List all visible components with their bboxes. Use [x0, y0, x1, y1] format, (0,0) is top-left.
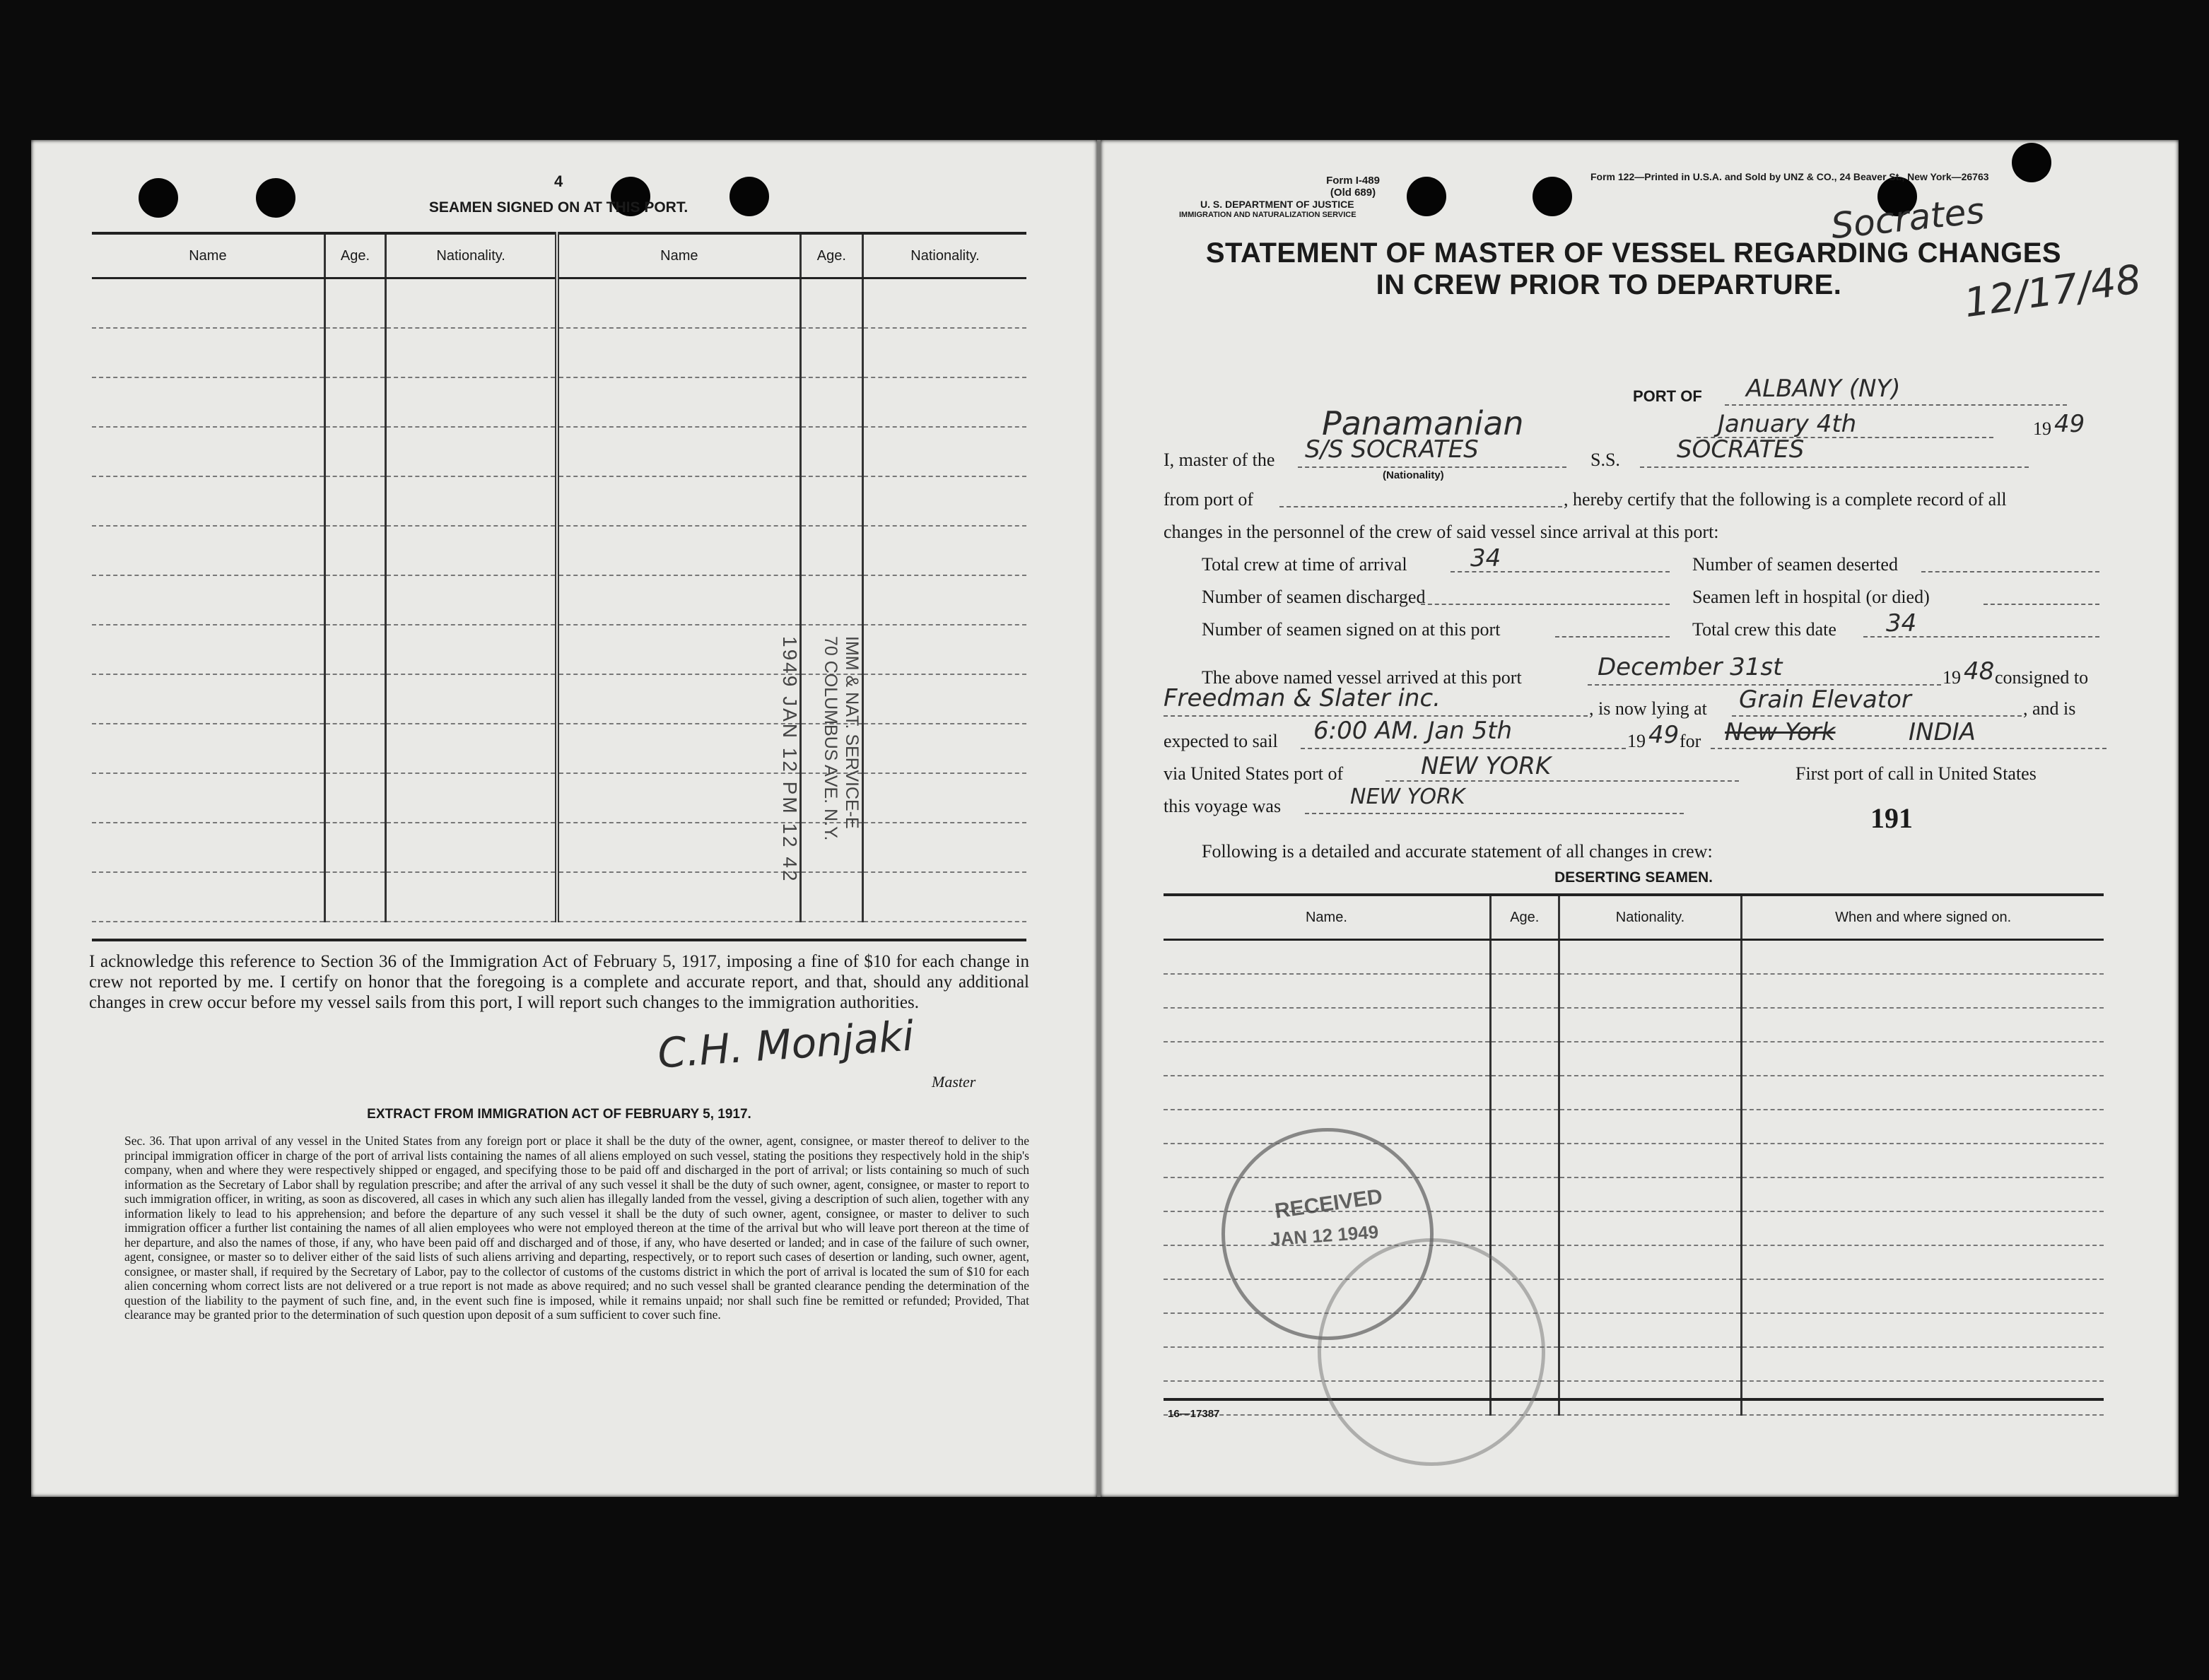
following-text: Following is a detailed and accurate statement of all changes in crew: [1202, 841, 1713, 862]
year-prefix: 19 [2033, 418, 2051, 439]
nationality-underline [1298, 466, 1566, 468]
column-header: Name [557, 233, 800, 278]
deserted-label: Number of seamen deserted [1692, 554, 1898, 575]
table-row [92, 476, 1026, 526]
total-today-label: Total crew this date [1692, 619, 1836, 640]
extract-title: EXTRACT FROM IMMIGRATION ACT OF FEBRUARY 5, 1917. [367, 1107, 751, 1122]
table-cell [1559, 1042, 1742, 1076]
table-cell [386, 526, 557, 575]
master-of-label: I, master of the [1164, 450, 1275, 470]
table-cell [1742, 1211, 2104, 1245]
date-value: January 4th [1718, 410, 1857, 438]
table-cell [324, 278, 385, 329]
table-cell [92, 674, 324, 724]
table-row [92, 278, 1026, 329]
table-row [1164, 1076, 2104, 1110]
expected-underline [1301, 748, 1626, 749]
table-cell [557, 476, 800, 526]
table-cell [1559, 1144, 1742, 1177]
bottom-form-code: 16—17387 [1168, 1408, 1220, 1420]
and-is-label: , and is [2023, 698, 2076, 719]
table-cell [1164, 1076, 1490, 1110]
table-cell [1490, 940, 1559, 975]
table-cell [1490, 1177, 1559, 1211]
master-signature: C.H. Monjaki [656, 1011, 916, 1078]
table-row [92, 674, 1026, 724]
table-cell [1490, 1211, 1559, 1245]
for-underline [1711, 748, 2107, 749]
table-cell [557, 625, 800, 674]
table-cell [1164, 940, 1490, 975]
table-cell [324, 773, 385, 823]
table-cell [386, 427, 557, 476]
table-cell [557, 278, 800, 329]
punch-hole [256, 178, 295, 218]
table-row [92, 575, 1026, 625]
table-cell [1742, 1313, 2104, 1347]
column-header: Name [92, 233, 324, 278]
hospital-label: Seamen left in hospital (or died) [1692, 587, 1930, 607]
table-cell [1164, 1042, 1490, 1076]
handwritten-vessel-name: Socrates [1829, 189, 1986, 247]
year-value: 49 [2054, 410, 2085, 438]
port-underline [1725, 404, 2067, 406]
table-row [92, 823, 1026, 872]
arrived-year-value: 48 [1964, 657, 1995, 686]
department-name: U. S. DEPARTMENT OF JUSTICE [1200, 199, 1354, 210]
expected-label: expected to sail [1164, 731, 1278, 751]
table-cell [557, 872, 800, 922]
table-cell [1490, 1144, 1559, 1177]
table-bottom-rule [1164, 1398, 2104, 1401]
expected-value: 6:00 AM. Jan 5th [1313, 717, 1513, 745]
table-row [92, 625, 1026, 674]
table-cell [324, 575, 385, 625]
imm-service-time-stamp [779, 636, 862, 891]
service-name: IMMIGRATION AND NATURALIZATION SERVICE [1179, 211, 1357, 219]
table-cell [92, 724, 324, 773]
table-cell [324, 724, 385, 773]
table-cell [862, 823, 1026, 872]
left-section-title: SEAMEN SIGNED ON AT THIS PORT. [428, 199, 689, 216]
table-cell [1742, 1279, 2104, 1313]
table-cell [1490, 1042, 1559, 1076]
table-cell [557, 427, 800, 476]
table-cell [386, 872, 557, 922]
table-row [1164, 1042, 2104, 1076]
table-cell [386, 674, 557, 724]
punch-hole [730, 177, 769, 216]
table-cell [557, 526, 800, 575]
stamped-number: 191 [1870, 802, 1913, 834]
table-cell [92, 872, 324, 922]
stamp-line: IMM & NAT. SERVICE-E [842, 636, 862, 829]
table-cell [324, 427, 385, 476]
table-cell [1559, 1110, 1742, 1144]
ss-underline [1640, 466, 2029, 468]
table-cell [386, 328, 557, 377]
table-cell [324, 823, 385, 872]
table-cell [862, 476, 1026, 526]
column-header: Name. [1164, 895, 1490, 940]
received-stamp-date: JAN 12 1949 [1270, 1221, 1380, 1250]
column-header: Nationality. [386, 233, 557, 278]
table-cell [324, 872, 385, 922]
table-cell [1742, 1008, 2104, 1042]
table-cell [557, 328, 800, 377]
sail-year-value: 49 [1648, 721, 1680, 749]
column-header: Nationality. [1559, 895, 1742, 940]
lying-value: Grain Elevator [1739, 686, 1911, 714]
table-cell [862, 427, 1026, 476]
table-cell [92, 823, 324, 872]
table-cell [1742, 1042, 2104, 1076]
table-row [1164, 940, 2104, 975]
table-cell [557, 674, 800, 724]
lying-underline [1732, 715, 2022, 717]
master-label: Master [932, 1073, 976, 1091]
voyage-label: this voyage was [1164, 796, 1282, 816]
table-cell [324, 328, 385, 377]
column-header: Age. [800, 233, 862, 278]
deserting-title: DESERTING SEAMEN. [1554, 869, 1713, 886]
table-cell [92, 427, 324, 476]
column-header: Nationality. [862, 233, 1026, 278]
table-row [92, 377, 1026, 427]
table-cell [324, 674, 385, 724]
from-port-underline [1279, 506, 1562, 507]
total-crew-value: 34 [1470, 544, 1501, 572]
form-header [1261, 175, 1445, 199]
table-cell [1742, 1076, 2104, 1110]
arrived-value: December 31st [1598, 653, 1783, 681]
table-cell [800, 377, 862, 427]
table-row [92, 872, 1026, 922]
table-cell [1559, 1211, 1742, 1245]
port-label: PORT OF [1633, 387, 1702, 405]
table-cell [386, 823, 557, 872]
table-cell [1559, 1347, 1742, 1381]
stamp-line: 1949 JAN 12 PM 12 42 [779, 636, 801, 883]
table-cell [324, 476, 385, 526]
form-title-line: STATEMENT OF MASTER OF VESSEL REGARDING CHANGES [1205, 237, 2062, 269]
for-value: INDIA [1909, 718, 1976, 746]
table-row [92, 328, 1026, 377]
table-row [92, 773, 1026, 823]
printer-line: Form 122—Printed in U.S.A. and Sold by UNZ & CO., 24 Beaver St., New York—26763 [1590, 171, 1989, 182]
table-cell [92, 575, 324, 625]
table-cell [1490, 1008, 1559, 1042]
table-cell [862, 328, 1026, 377]
column-header: Age. [1490, 895, 1559, 940]
table-cell [800, 575, 862, 625]
ss-value: SOCRATES [1677, 435, 1805, 464]
certify-text: , hereby certify that the following is a complete record of all [1564, 489, 2007, 510]
for-struck-value: New York [1725, 718, 1836, 746]
total-today-value: 34 [1886, 609, 1917, 638]
table-cell [862, 278, 1026, 329]
table-cell [1559, 1177, 1742, 1211]
table-cell [1742, 1347, 2104, 1381]
table-cell [557, 377, 800, 427]
table-row [1164, 974, 2104, 1008]
table-cell [92, 377, 324, 427]
via-underline [1385, 780, 1739, 782]
table-cell [862, 526, 1026, 575]
table-cell [1742, 1177, 2104, 1211]
table-cell [324, 526, 385, 575]
acknowledgement-paragraph: I acknowledge this reference to Section 36 of the Immigration Act of February 5, 1917, imposing a fine of $10 for each change in crew not reported by me. I certify on honor that the foregoing is a complete and accurate report, and that, should any additional changes in crew occur before my vessel sails from this port, I will report such changes to the immigration authorities. [89, 952, 1029, 1012]
table-cell [800, 278, 862, 329]
signed-on-underline [1555, 636, 1670, 638]
punch-hole [2012, 143, 2051, 182]
table-cell [386, 724, 557, 773]
nationality-value: Panamanian [1322, 404, 1524, 442]
handwritten-date: 12/17/48 [1961, 256, 2144, 327]
table-cell [386, 625, 557, 674]
table-header-row [92, 233, 1026, 278]
table-cell [1559, 940, 1742, 975]
table-cell [386, 278, 557, 329]
table-cell [557, 575, 800, 625]
punch-hole [139, 178, 178, 218]
table-cell [862, 625, 1026, 674]
table-cell [1164, 974, 1490, 1008]
table-row [1164, 1347, 2104, 1381]
table-cell [1742, 1144, 2104, 1177]
table-cell [862, 674, 1026, 724]
table-row [92, 427, 1026, 476]
received-stamp-faded [1318, 1238, 1545, 1466]
table-bottom-rule [92, 939, 1026, 941]
department-block [1179, 199, 1357, 221]
table-cell [800, 476, 862, 526]
consignee-value: Freedman & Slater inc. [1164, 684, 1441, 712]
total-crew-label: Total crew at time of arrival [1202, 554, 1407, 575]
table-cell [1742, 1245, 2104, 1279]
form-title [1164, 237, 2104, 301]
table-cell [862, 872, 1026, 922]
column-header: When and where signed on. [1742, 895, 2104, 940]
discharged-underline [1421, 604, 1670, 605]
table-cell [800, 526, 862, 575]
arrived-year-prefix: 19 [1943, 667, 1961, 688]
table-cell [557, 724, 800, 773]
table-cell [92, 328, 324, 377]
form-title-line: IN CREW PRIOR TO DEPARTURE. [1376, 269, 1842, 300]
table-cell [324, 377, 385, 427]
table-cell [1559, 1313, 1742, 1347]
sail-year-prefix: 19 [1627, 731, 1646, 751]
table-cell [1559, 1076, 1742, 1110]
table-cell [557, 823, 800, 872]
form-number: Form I-489 [1326, 175, 1380, 187]
table-cell [862, 773, 1026, 823]
table-cell [1742, 940, 2104, 975]
port-value: ALBANY (NY) [1746, 375, 1901, 403]
table-cell [1742, 1110, 2104, 1144]
discharged-label: Number of seamen discharged [1202, 587, 1426, 607]
table-cell [386, 773, 557, 823]
first-call-label: First port of call in United States [1795, 763, 2037, 784]
stamp-line: 70 COLUMBUS AVE. N.Y. [821, 636, 840, 841]
consigned-label: consigned to [1995, 667, 2089, 688]
form-old-number: (Old 689) [1330, 187, 1376, 199]
for-label: for [1680, 731, 1701, 751]
column-header: Age. [324, 233, 385, 278]
table-cell [1559, 1279, 1742, 1313]
page-number: 4 [554, 172, 563, 190]
table-cell [324, 625, 385, 674]
table-cell [862, 724, 1026, 773]
table-cell [1164, 1008, 1490, 1042]
table-cell [1559, 974, 1742, 1008]
table-cell [92, 476, 324, 526]
arrived-label: The above named vessel arrived at this port [1202, 667, 1522, 688]
via-label: via United States port of [1164, 763, 1344, 784]
table-cell [92, 278, 324, 329]
voyage-value: NEW YORK [1350, 785, 1465, 809]
voyage-underline [1305, 813, 1684, 814]
table-header-row [1164, 895, 2104, 940]
received-stamp-text: RECEIVED [1273, 1185, 1384, 1223]
table-row [92, 724, 1026, 773]
table-cell [1490, 1110, 1559, 1144]
table-cell [557, 773, 800, 823]
master-of-value: S/S SOCRATES [1305, 435, 1479, 464]
table-cell [386, 575, 557, 625]
punch-hole [1533, 177, 1572, 216]
from-port-label: from port of [1164, 489, 1254, 510]
table-cell [1742, 974, 2104, 1008]
table-cell [1559, 1008, 1742, 1042]
signed-on-label: Number of seamen signed on at this port [1202, 619, 1501, 640]
table-cell [92, 526, 324, 575]
table-cell [800, 328, 862, 377]
hospital-underline [1984, 604, 2099, 605]
table-cell [862, 575, 1026, 625]
extract-text: Sec. 36. That upon arrival of any vessel in the United States from any foreign port or place it shall be the duty of the owner, agent, consignee, or master thereof to deliver to the principal immigration officer in charge of the port of arrival lists containing the names of all aliens employed on such vessel, stating the positions they respectively hold in the ship's company, when and where they were respectively shipped or engaged, and specifying those to be paid off and discharged in the port of arrival; or lists containing so much of such information as the Secretary of Labor shall by regulation prescribe; and after the arrival of any such vessel it shall be the duty of such owner, agent, consignee, or master to report to such immigration officer, in writing, as soon as discovered, all cases in which any such alien has illegally landed from the vessel, giving a description of such alien, together with any information likely to lead to his apprehension; and before the departure of any such vessel it shall be the duty of such owner, agent, consignee, or master to deliver to such immigration officer a further list containing the names of all alien employees who were not employed thereon at the time of the arrival but who will leave port thereon at the time of her departure, and also the names of those, if any, who have been paid off and discharged and of those, if any, who have deserted or landed; and in case of the failure of such owner, agent, consignee, or master so to deliver either of the said lists of such aliens arriving and departing, respectively, or to report such cases of desertion or landing, such owner, agent, consignee, or master shall, if required by the Secretary of Labor, pay to the collector of customs of the customs district in which the port of arrival is located the sum of $10 for each alien concerning whom correct lists are not delivered or a true report is not made as above required; and no such vessel shall be granted clearance pending the determination of the question of the liability to the payment of such fine, and, in the event such fine is imposed, while it remains unpaid; nor shall such fine be remitted or refunded; Provided, That clearance may be granted prior to the determination of such question upon deposit of a sum sufficient to cover such fine. [124, 1134, 1029, 1322]
table-row [92, 526, 1026, 575]
nationality-caption: (Nationality) [1383, 469, 1444, 481]
via-value: NEW YORK [1421, 752, 1552, 780]
table-cell [1559, 1245, 1742, 1279]
table-row [1164, 1008, 2104, 1042]
table-cell [800, 427, 862, 476]
lying-label: , is now lying at [1589, 698, 1707, 719]
table-cell [386, 377, 557, 427]
table-cell [92, 625, 324, 674]
table-cell [1490, 1076, 1559, 1110]
changes-text: changes in the personnel of the crew of said vessel since arrival at this port: [1164, 522, 1719, 542]
table-cell [862, 377, 1026, 427]
table-cell [1490, 974, 1559, 1008]
deserted-underline [1921, 571, 2099, 572]
table-cell [386, 476, 557, 526]
seamen-signed-on-table [92, 232, 1026, 922]
table-cell [92, 773, 324, 823]
ss-label: S.S. [1590, 450, 1620, 470]
